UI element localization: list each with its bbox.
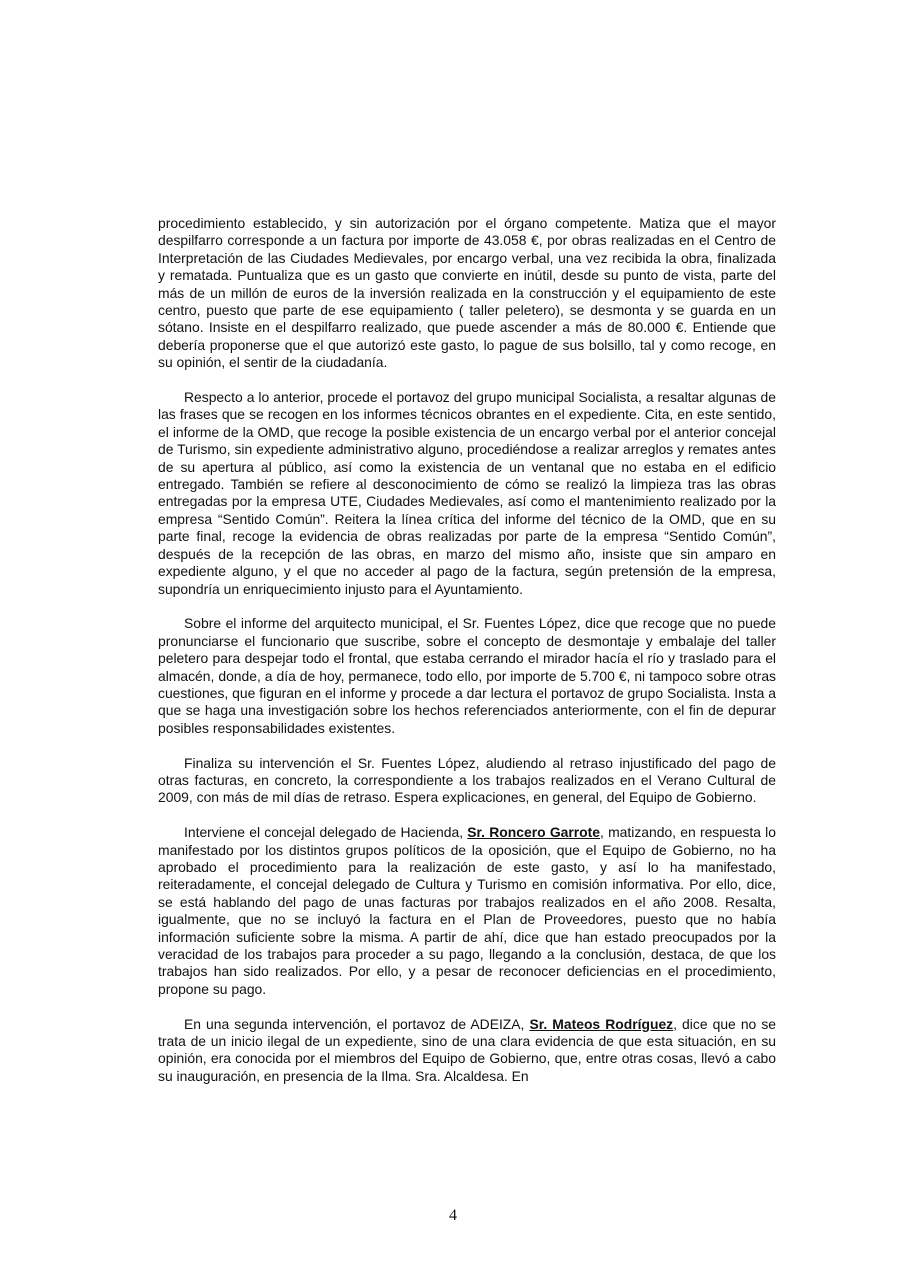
speaker-name-mateos-rodriguez: Sr. Mateos Rodríguez [529,1015,674,1032]
paragraph-6-body: , dice que no se trata de un inicio ilegal de un expediente, sino de una clara evidencia de que esta situación, en su opinión, era conocida por el miembros del Equipo de Gobierno, que, entre otras cosas, llevó a cabo su inauguración, en presencia de la Ilma. Sra. Alcaldesa. En [158,1015,777,1084]
paragraph-6-intro: En una segunda intervención, el portavoz de ADEIZA, [184,1015,530,1032]
paragraph-6 [158,1016,776,1086]
paragraph-5-intro: Interviene el concejal delegado de Hacienda, [184,824,468,841]
document-body [158,215,776,1103]
paragraph-5-body: , matizando, en respuesta lo manifestado por los distintos grupos políticos de la oposición, que el Equipo de Gobierno, no ha aprobado el procedimiento para la realización de este gasto, y así lo ha manifestado, reiteradamente, el concejal delegado de Cultura y Turismo en comisión informativa. Por ello, dice, se está hablando del pago de unas facturas por trabajos realizados en el año 2008. Resalta, igualmente, que no se incluyó la factura en el Plan de Proveedores, puesto que no había información suficiente sobre la misma. A partir de ahí, dice que han estado preocupados por la veracidad de los trabajos para proceder a su pago, llegando a la conclusión, destaca, de que los trabajos han sido realizados. Por ello, y a pesar de reconocer deficiencias en el procedimiento, propone su pago. [158,824,776,997]
paragraph-2: Respecto a lo anterior, procede el portavoz del grupo municipal Socialista, a resaltar algunas de las frases que se recogen en los informes técnicos obrantes en el expediente. Cita, en este sentido, el informe de la OMD, que recoge la posible existencia de un encargo verbal por el anterior concejal de Turismo, sin expediente administrativo alguno, procediéndose a realizar arreglos y remates antes de su apertura al público, así como la existencia de un ventanal que no estaba en el edificio entregado. También se refiere al desconocimiento de cómo se realizó la limpieza tras las obras entregadas por la empresa UTE, Ciudades Medievales, así como el mantenimiento realizado por la empresa “Sentido Común”. Reitera la línea crítica del informe del técnico de la OMD, que en su parte final, recoge la evidencia de obras realizadas por parte de la empresa “Sentido Común”, después de la recepción de las obras, en marzo del mismo año, insiste que sin amparo en expediente alguno, y el que no acceder al pago de la factura, según pretensión de la empresa, supondría un enriquecimiento injusto para el Ayuntamiento. [158,389,776,597]
speaker-name-roncero-garrote: Sr. Roncero Garrote [467,824,601,841]
paragraph-1: procedimiento establecido, y sin autorización por el órgano competente. Matiza que el mayor despilfarro corresponde a un factura por importe de 43.058 €, por obras realizadas en el Centro de Interpretación de las Ciudades Medievales, por encargo verbal, una vez recibida la obra, finalizada y rematada. Puntualiza que es un gasto que convierte en inútil, desde su punto de vista, parte del más de un millón de euros de la inversión realizada en la construcción y el equipamiento de este centro, puesto que parte de ese equipamiento ( taller peletero), se desmonta y se guarda en un sótano. Insiste en el despilfarro realizado, que puede ascender a más de 80.000 €. Entiende que debería proponerse que el que autorizó este gasto, lo pague de sus bolsillo, tal y como recoge, en su opinión, el sentir de la ciudadanía. [158,215,776,371]
paragraph-5 [158,824,776,998]
page-number: 4 [449,1207,457,1224]
paragraph-4: Finaliza su intervención el Sr. Fuentes López, aludiendo al retraso injustificado del pago de otras facturas, en concreto, la correspondiente a los trabajos realizados en el Verano Cultural de 2009, con más de mil días de retraso. Espera explicaciones, en general, del Equipo de Gobierno. [158,754,776,806]
paragraph-3: Sobre el informe del arquitecto municipal, el Sr. Fuentes López, dice que recoge que no puede pronunciarse el funcionario que suscribe, sobre el concepto de desmontaje y embalaje del taller peletero para despejar todo el frontal, que estaba cerrando el mirador hacía el río y traslado para el almacén, donde, a día de hoy, permanece, todo ello, por importe de 5.700 €, ni tampoco sobre otras cuestiones, que figuran en el informe y procede a dar lectura el portavoz de grupo Socialista. Insta a que se haga una investigación sobre los hechos referenciados anteriormente, con el fin de depurar posibles responsabilidades existentes. [158,615,776,736]
